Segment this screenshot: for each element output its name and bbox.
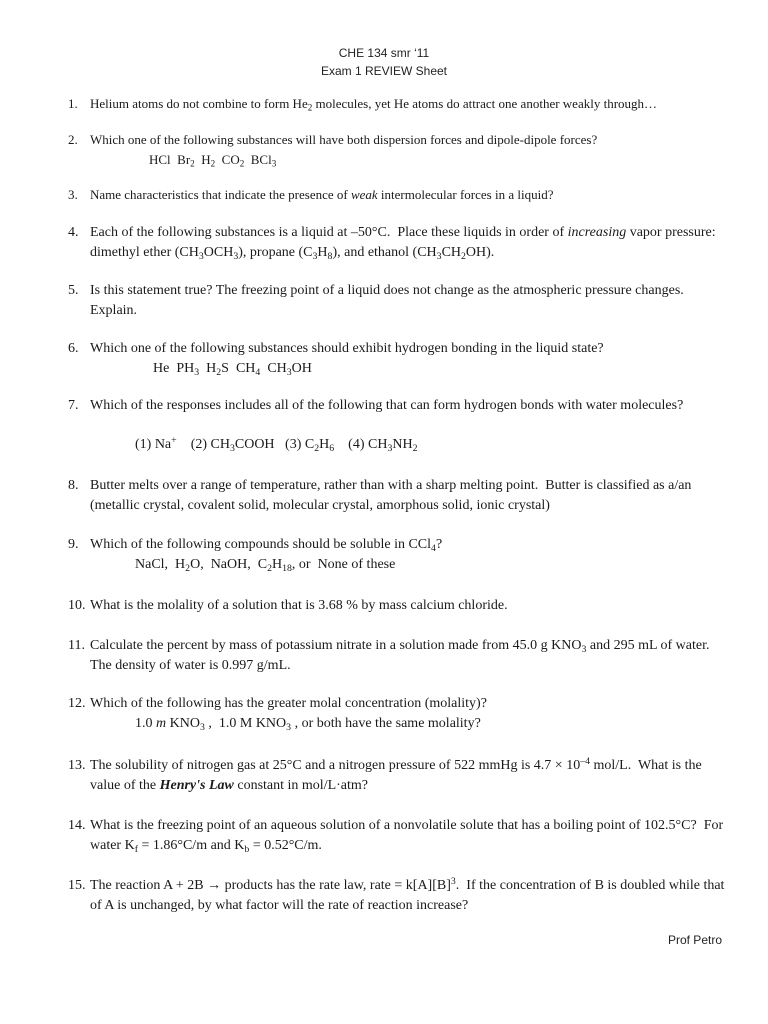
question-text: Which of the following compounds should be soluble in CCl$_4$? xyxy=(90,537,443,554)
question-number: 3. xyxy=(68,187,78,202)
question-text: What is the freezing point of an aqueous solution of a nonvolatile solute that has a boiling point of 102.5°C? For water $K_f = 1.86^\circ C/m$ and $K_b = 0.52^\circ C/m$. xyxy=(90,818,724,855)
question-number: 13. xyxy=(68,758,86,773)
question-8 xyxy=(68,476,728,516)
answer-choices: He $PH_3$ $H_2S$ $CH_4$ $CH_3OH$ xyxy=(153,361,312,378)
answer-choices: HCl $Br_2$ $H_2$ $CO_2$ BCl$_3$ xyxy=(149,152,277,169)
question-number: 15. xyxy=(68,878,86,893)
question-text: Which one of the following substances should exhibit hydrogen bonding in the liquid state? xyxy=(90,341,604,356)
question-10 xyxy=(68,596,728,616)
question-15 xyxy=(68,876,728,916)
question-number: 7. xyxy=(68,398,79,413)
question-text: Which of the responses includes all of the following that can form hydrogen bonds with water molecules? xyxy=(90,398,684,413)
question-number: 5. xyxy=(68,283,79,298)
question-text: Helium atoms do not combine to form $He_2$ molecules, yet He atoms do attract one another weakly through… xyxy=(90,96,658,113)
question-text: Each of the following substances is a liquid at –50°C. Place these liquids in order of increasing vapor pressure: dimethyl ether $(CH_3OCH_3)$, propane $(C_3H_8)$, and ethanol $(CH_3CH_2OH)$. xyxy=(90,225,716,262)
question-text: Calculate the percent by mass of potassium nitrate in a solution made from 45.0 g $KNO_3$ and 295 mL of water. The density of water is 0.997 g/mL. xyxy=(90,638,713,673)
question-number: 6. xyxy=(68,341,79,356)
question-number: 9. xyxy=(68,537,79,552)
question-2 xyxy=(68,130,728,150)
question-6 xyxy=(68,339,728,359)
question-11 xyxy=(68,636,728,676)
answer-choices: (1) Na+ (2) $CH_3COOH$ (3) $C_2H_6$ (4) $CH_3NH_2$ xyxy=(135,435,418,454)
question-text: The solubility of nitrogen gas at 25°C and a nitrogen pressure of 522 mmHg is $4.7 \times 10^{-4}$ mol/L. What is the value of the Henry's Law constant in mol/L·atm? xyxy=(90,756,702,793)
answer-choices: NaCl, $H_2O$, NaOH, $C_2H_{18}$, or None of these xyxy=(135,557,396,574)
question-number: 12. xyxy=(68,696,86,711)
question-7 xyxy=(68,396,728,416)
question-text: What is the molality of a solution that is 3.68 % by mass calcium chloride. xyxy=(90,598,508,613)
question-number: 1. xyxy=(68,96,78,111)
question-14 xyxy=(68,816,728,856)
question-9 xyxy=(68,535,728,555)
question-number: 2. xyxy=(68,132,78,147)
question-text: Name characteristics that indicate the presence of weak intermolecular forces in a liquid? xyxy=(90,187,554,202)
question-text: Butter melts over a range of temperature, rather than with a sharp melting point. Butter is classified as a/an (metallic crystal, covalent solid, molecular crystal, amorphous solid, ionic crystal) xyxy=(90,478,692,513)
sheet-subtitle: Exam 1 REVIEW Sheet xyxy=(320,64,448,78)
question-5 xyxy=(68,281,728,321)
answer-choices: 1.0 m $KNO_3$ , 1.0 M $KNO_3$ , or both have the same molality? xyxy=(135,716,481,733)
question-12 xyxy=(68,694,728,714)
question-number: 14. xyxy=(68,818,86,833)
question-text: Which one of the following substances will have both dispersion forces and dipole-dipole forces? xyxy=(90,132,598,147)
question-4 xyxy=(68,223,728,263)
question-number: 10. xyxy=(68,598,86,613)
question-number: 8. xyxy=(68,478,79,493)
question-3 xyxy=(68,185,728,205)
question-text: Which of the following has the greater molal concentration (molality)? xyxy=(90,696,487,711)
question-number: 4. xyxy=(68,225,79,240)
question-text: The reaction A + 2B → products has the rate law, rate = $k[A][B]^3$. If the concentration of B is doubled while that of A is unchanged, by what factor will the rate of reaction increase? xyxy=(90,876,725,913)
author-footer: Prof Petro xyxy=(667,933,722,947)
question-text: Is this statement true? The freezing point of a liquid does not change as the atmospheric pressure changes. Explain. xyxy=(90,283,684,318)
question-13 xyxy=(68,756,728,796)
question-1 xyxy=(68,94,728,114)
course-title: CHE 134 smr ‘11 xyxy=(338,46,430,60)
question-number: 11. xyxy=(68,638,85,653)
